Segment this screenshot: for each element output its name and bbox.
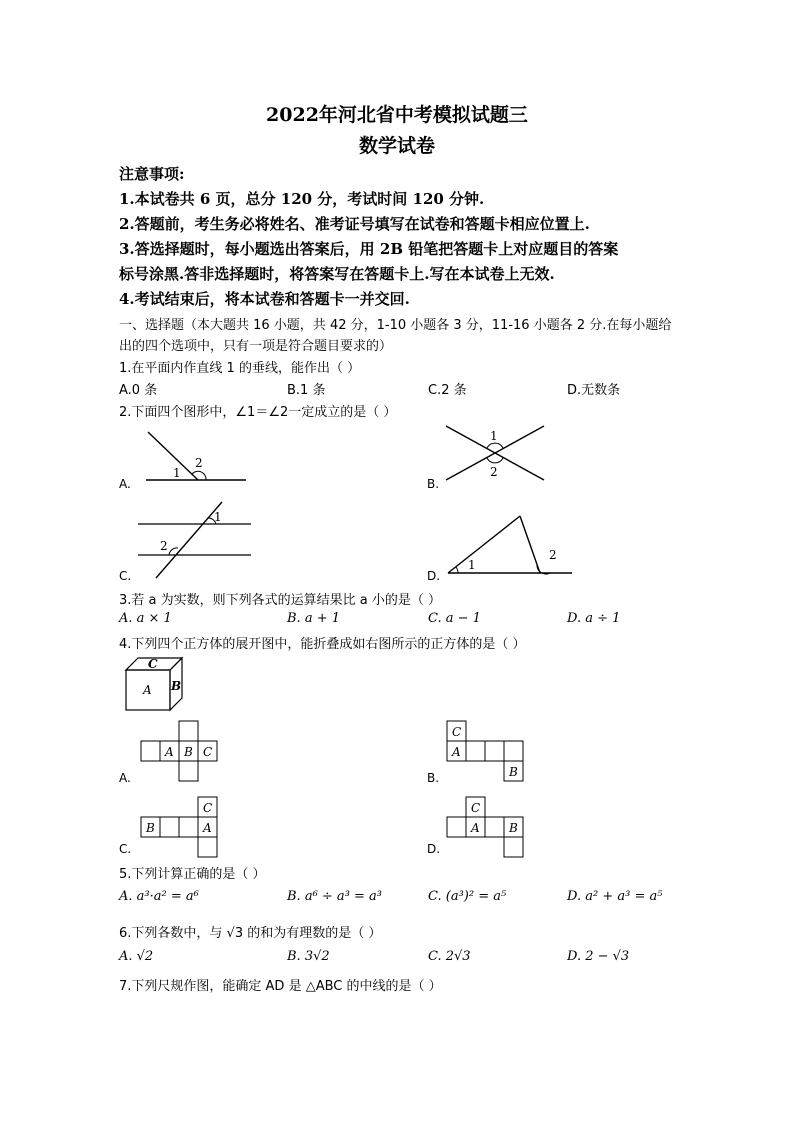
q6-option-b[interactable]: B. 3√2 — [287, 949, 330, 964]
angle-1-label: 1 — [173, 466, 181, 480]
net-face-a: A — [452, 745, 461, 759]
angle-2-label: 2 — [490, 465, 498, 479]
cube-face-a: A — [143, 683, 152, 697]
q1-option-b[interactable]: B.1 条 — [287, 383, 326, 398]
question-2: 2.下面四个图形中，∠1＝∠2一定成立的是（ ） — [119, 405, 397, 420]
angle-1-label: 1 — [214, 510, 222, 524]
q4-net-b — [445, 720, 525, 782]
notice-item: 1.本试卷共 6 页，总分 120 分，考试时间 120 分钟. — [119, 190, 485, 208]
angle-2-label: 2 — [549, 548, 557, 562]
q2-figure-d — [444, 512, 574, 577]
q2-label-b[interactable]: B. — [427, 477, 440, 491]
angle-2-label: 2 — [195, 456, 203, 470]
question-7: 7.下列尺规作图，能确定 AD 是 △ABC 的中线的是（ ） — [119, 979, 442, 994]
reference-cube — [124, 656, 186, 712]
q5-option-a[interactable]: A. a³·a² = a⁶ — [119, 889, 199, 904]
section-intro: 一、选择题（本大题共 16 小题，共 42 分，1-10 小题各 3 分，11-16 小题各 2 分.在每小题给 — [119, 318, 672, 333]
net-face-c: C — [203, 801, 213, 815]
angle-1-label: 1 — [468, 558, 476, 572]
question-5: 5.下列计算正确的是（ ） — [119, 867, 266, 882]
q1-option-a[interactable]: A.0 条 — [119, 383, 158, 398]
question-3: 3.若 a 为实数，则下列各式的运算结果比 a 小的是（ ） — [119, 593, 441, 608]
q5-option-c[interactable]: C. (a³)² = a⁵ — [428, 889, 507, 904]
net-face-c: C — [203, 745, 213, 759]
q1-option-c[interactable]: C.2 条 — [428, 383, 467, 398]
page-title: 2022年河北省中考模拟试题三 — [266, 104, 528, 126]
notice-item: 4.考试结束后，将本试卷和答题卡一并交回. — [119, 290, 410, 308]
net-face-b: B — [146, 821, 155, 835]
question-1: 1.在平面内作直线 1 的垂线，能作出（ ） — [119, 361, 361, 376]
notice-item: 标号涂黑.答非选择题时，将答案写在答题卡上.写在本试卷上无效. — [119, 265, 555, 283]
notice-item: 2.答题前，考生务必将姓名、准考证号填写在试卷和答题卡相应位置上. — [119, 215, 590, 233]
angle-2-label: 2 — [160, 539, 168, 553]
net-face-c: C — [452, 725, 462, 739]
question-6: 6.下列各数中，与 √3 的和为有理数的是（ ） — [119, 926, 382, 941]
cube-face-c: C — [148, 657, 158, 671]
notice-item: 3.答选择题时，每小题选出答案后，用 2B 铅笔把答题卡上对应题目的答案 — [119, 240, 619, 258]
q4-net-c — [139, 796, 219, 858]
net-face-c: C — [471, 801, 481, 815]
page-subtitle: 数学试卷 — [358, 135, 435, 157]
q2-label-a[interactable]: A. — [119, 477, 131, 491]
q3-option-c[interactable]: C. a − 1 — [428, 611, 481, 626]
q2-figure-b — [440, 420, 550, 485]
q4-net-a — [139, 720, 219, 782]
q4-label-a[interactable]: A. — [119, 771, 131, 785]
cube-face-b: B — [171, 679, 182, 693]
q2-figure-c — [136, 500, 256, 582]
notice-heading: 注意事项: — [119, 165, 185, 183]
angle-1-label: 1 — [490, 429, 498, 443]
net-face-b: B — [509, 765, 518, 779]
q6-option-d[interactable]: D. 2 − √3 — [567, 949, 630, 964]
q5-option-d[interactable]: D. a² + a³ = a⁵ — [567, 889, 663, 904]
net-face-a: A — [165, 745, 174, 759]
q2-figure-a — [140, 428, 250, 488]
question-4: 4.下列四个正方体的展开图中，能折叠成如右图所示的正方体的是（ ） — [119, 637, 526, 652]
net-face-a: A — [471, 821, 480, 835]
q3-option-a[interactable]: A. a × 1 — [119, 611, 172, 626]
net-face-b: B — [509, 821, 518, 835]
q1-option-d[interactable]: D.无数条 — [567, 383, 621, 398]
q3-option-d[interactable]: D. a ÷ 1 — [567, 611, 621, 626]
q3-option-b[interactable]: B. a + 1 — [287, 611, 340, 626]
q2-label-d[interactable]: D. — [427, 569, 441, 583]
net-face-a: A — [203, 821, 212, 835]
q4-label-d[interactable]: D. — [427, 842, 441, 856]
q5-option-b[interactable]: B. a⁶ ÷ a³ = a³ — [287, 889, 383, 904]
q4-label-b[interactable]: B. — [427, 771, 440, 785]
q6-option-a[interactable]: A. √2 — [119, 949, 154, 964]
net-face-b: B — [184, 745, 193, 759]
section-intro: 出的四个选项中，只有一项是符合题目要求的） — [119, 339, 393, 354]
q2-label-c[interactable]: C. — [119, 569, 132, 583]
q6-option-c[interactable]: C. 2√3 — [428, 949, 471, 964]
q4-label-c[interactable]: C. — [119, 842, 132, 856]
q4-net-d — [445, 796, 525, 858]
